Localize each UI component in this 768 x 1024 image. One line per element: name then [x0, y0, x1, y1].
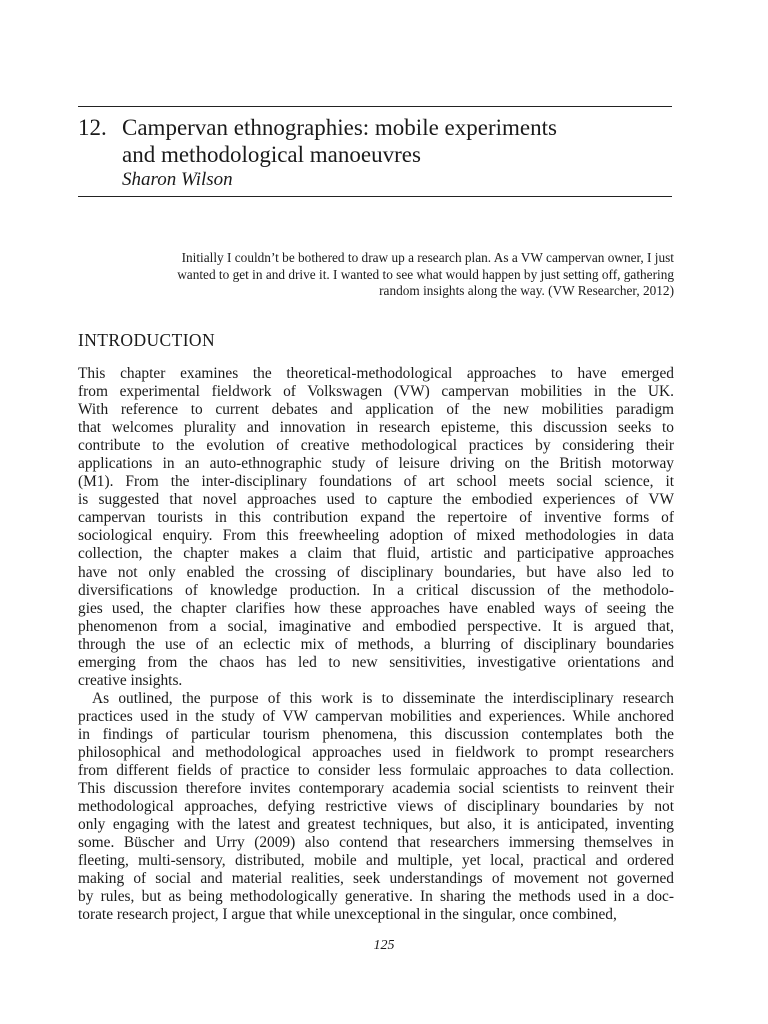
- body-line: torate research project, I argue that while unexceptional in the singular, once combined,: [78, 906, 617, 924]
- body-line: methodological approaches, defying restrictive views of disciplinary boundaries by not: [78, 798, 674, 816]
- body-line: fleeting, multi-sensory, distributed, mobile and multiple, yet local, practical and ordered: [78, 852, 674, 870]
- body-line: collection, the chapter makes a claim that fluid, artistic and participative approaches: [78, 545, 674, 563]
- body-line: is suggested that novel approaches used to capture the embodied experiences of VW: [78, 491, 674, 509]
- body-line: some. Büscher and Urry (2009) also contend that researchers immersing themselves in: [78, 834, 674, 852]
- body-line: by rules, but as being methodologically generative. In sharing the methods used in a doc-: [78, 888, 674, 906]
- body-line: in findings of particular tourism phenomena, this discussion contemplates both the: [78, 725, 674, 743]
- chapter-title-line: Campervan ethnographies: mobile experiments: [122, 115, 557, 140]
- body-line: creative insights.: [78, 671, 183, 689]
- chapter-author: Sharon Wilson: [122, 169, 233, 190]
- chapter-number: 12.: [78, 115, 107, 140]
- epigraph: [90, 250, 674, 300]
- epigraph-line: random insights along the way. (VW Researcher, 2012): [379, 283, 674, 299]
- body-line: This chapter examines the theoretical-methodological approaches to have emerged: [78, 365, 674, 382]
- body-line: making of social and material realities, seek understandings of movement not governed: [78, 870, 674, 888]
- body-line: have not only enabled the crossing of disciplinary boundaries, but have also led to: [78, 563, 674, 581]
- body-line: This discussion therefore invites contemporary academia social scientists to reinvent their: [78, 780, 674, 798]
- body-line: contribute to the evolution of creative methodological practices by considering their: [78, 437, 674, 455]
- body-line: campervan tourists in this contribution expand the repertoire of inventive forms of: [78, 509, 674, 527]
- chapter-title-line: and methodological manoeuvres: [122, 142, 421, 167]
- body-line: As outlined, the purpose of this work is to disseminate the interdisciplinary research: [92, 689, 674, 707]
- body-line: philosophical and methodological approaches used in fieldwork to prompt researchers: [78, 743, 674, 761]
- page-number: 125: [373, 938, 395, 953]
- epigraph-line: wanted to get in and drive it. I wanted to see what would happen by just setting off, gathering: [177, 266, 674, 282]
- top-rule: [78, 106, 672, 107]
- body-line: through the use of an eclectic mix of methods, a blurring of disciplinary boundaries: [78, 635, 674, 653]
- body-line: diversifications of knowledge production. In a critical discussion of the methodolo-: [78, 581, 674, 599]
- bottom-rule: [78, 196, 672, 197]
- body-line: emerging from the chaos has led to new sensitivities, investigative orientations and: [78, 653, 674, 671]
- body-line: only engaging with the latest and greatest techniques, but also, it is anticipated, inventing: [78, 816, 674, 834]
- chapter-title: [122, 114, 682, 168]
- body-line: gies used, the chapter clarifies how these approaches have enabled ways of seeing the: [78, 599, 674, 617]
- body-line: practices used in the study of VW campervan mobilities and experiences. While anchored: [78, 707, 674, 725]
- body-line: that welcomes plurality and innovation in research episteme, this discussion seeks to: [78, 419, 674, 437]
- section-heading: INTRODUCTION: [78, 330, 216, 350]
- body-line: phenomenon from a social, imaginative and embodied perspective. It is argued that,: [78, 617, 674, 635]
- body-line: applications in an auto-ethnographic study of leisure driving on the British motorway: [78, 455, 674, 473]
- body-line: from different fields of practice to consider less formulaic approaches to data collection.: [78, 762, 674, 780]
- body-text: [78, 365, 674, 924]
- body-line: from experimental fieldwork of Volkswagen (VW) campervan mobilities in the UK.: [78, 383, 674, 401]
- body-line: sociological enquiry. From this freewheeling adoption of mixed methodologies in data: [78, 527, 674, 545]
- body-line: With reference to current debates and application of the new mobilities paradigm: [78, 401, 674, 419]
- epigraph-line: Initially I couldn’t be bothered to draw up a research plan. As a VW campervan owner, I just: [181, 250, 674, 265]
- body-line: (M1). From the inter-disciplinary foundations of art school meets social science, it: [78, 473, 674, 491]
